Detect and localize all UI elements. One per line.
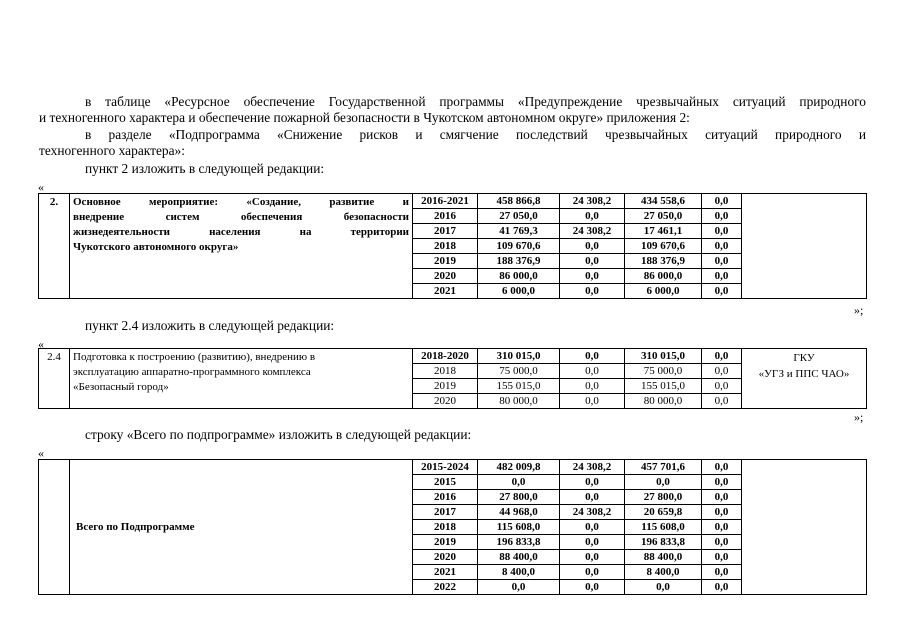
- table-cell: 0,0: [702, 209, 742, 224]
- executor-cell: [742, 194, 867, 299]
- table-cell: 80 000,0: [625, 394, 702, 409]
- table-cell: 0,0: [625, 475, 702, 490]
- table-cell: 2020: [413, 550, 478, 565]
- executor-cell: [742, 349, 867, 409]
- open-quote-3: «: [38, 446, 44, 460]
- table-cell: 0,0: [560, 269, 625, 284]
- table-cell: 0,0: [560, 349, 625, 364]
- table-cell: 0,0: [702, 254, 742, 269]
- description-line: «Безопасный город»: [73, 381, 169, 393]
- paragraph-4: пункт 2.4 изложить в следующей редакции:: [85, 318, 335, 333]
- table-item-2: [38, 193, 867, 299]
- table-cell: 0,0: [702, 224, 742, 239]
- table-cell: 109 670,6: [625, 239, 702, 254]
- table-cell: 27 800,0: [478, 490, 560, 505]
- table-cell: 0,0: [702, 349, 742, 364]
- row-description: [70, 349, 413, 409]
- description-line: Чукотского автономного округа»: [73, 241, 239, 253]
- table-cell: 75 000,0: [625, 364, 702, 379]
- table-row: [39, 460, 867, 475]
- table-cell: 24 308,2: [560, 224, 625, 239]
- table-cell: 0,0: [560, 394, 625, 409]
- paragraph-2-line-1: в разделе «Подпрограмма «Снижение рисков и смягчение последствий чрезвычайных ситуаций природного и: [85, 127, 866, 142]
- table-cell: 24 308,2: [560, 505, 625, 520]
- paragraph-5: строку «Всего по подпрограмме» изложить в следующей редакции:: [85, 427, 472, 442]
- table-cell: 0,0: [560, 379, 625, 394]
- description-line: Подготовка к построению (развитию), внедрению в: [73, 351, 316, 363]
- table-cell: 20 659,8: [625, 505, 702, 520]
- table-cell: 0,0: [702, 520, 742, 535]
- table-cell: 2019: [413, 379, 478, 394]
- table-cell: 0,0: [702, 364, 742, 379]
- table-cell: 0,0: [702, 269, 742, 284]
- table-cell: 0,0: [560, 254, 625, 269]
- executor-line: ГКУ: [793, 352, 815, 364]
- executor-cell: [742, 460, 867, 595]
- table-cell: 6 000,0: [625, 284, 702, 299]
- paragraph-1-line-1: в таблице «Ресурсное обеспечение Государственной программы «Предупреждение чрезвычайных ситуаций природного: [85, 94, 866, 109]
- table-cell: 24 308,2: [560, 460, 625, 475]
- table-cell: 0,0: [560, 284, 625, 299]
- table-cell: 0,0: [625, 580, 702, 595]
- table-cell: 0,0: [560, 209, 625, 224]
- row-number: 2.: [39, 194, 70, 299]
- table-cell: 115 608,0: [625, 520, 702, 535]
- table-cell: 0,0: [560, 475, 625, 490]
- table-cell: 2018: [413, 364, 478, 379]
- table-cell: 2020: [413, 269, 478, 284]
- description-line: Основное мероприятие: «Создание, развитие и: [73, 196, 409, 208]
- table-cell: 0,0: [560, 520, 625, 535]
- paragraph-2-line-2: техногенного характера»:: [39, 143, 185, 158]
- table-cell: 0,0: [702, 194, 742, 209]
- table-cell: 0,0: [560, 364, 625, 379]
- table-cell: 2021: [413, 284, 478, 299]
- table-cell: 0,0: [560, 580, 625, 595]
- description-line: эксплуатацию аппаратно-программного комплекса: [73, 366, 311, 378]
- table-cell: 2018-2020: [413, 349, 478, 364]
- table-row: [39, 349, 867, 364]
- table-cell: 0,0: [702, 475, 742, 490]
- table-cell: 109 670,6: [478, 239, 560, 254]
- table-cell: 17 461,1: [625, 224, 702, 239]
- row-number: 2.4: [39, 349, 70, 409]
- table-cell: 155 015,0: [478, 379, 560, 394]
- table-cell: 27 800,0: [625, 490, 702, 505]
- table-cell: 458 866,8: [478, 194, 560, 209]
- table-cell: 44 968,0: [478, 505, 560, 520]
- table-cell: 0,0: [702, 550, 742, 565]
- table-cell: 188 376,9: [625, 254, 702, 269]
- close-quote-1: »;: [854, 303, 864, 317]
- table-cell: 434 558,6: [625, 194, 702, 209]
- table-cell: 457 701,6: [625, 460, 702, 475]
- table-item-2-4: [38, 348, 867, 409]
- table-cell: 8 400,0: [625, 565, 702, 580]
- paragraph-1-line-2: и техногенного характера и обеспечение пожарной безопасности в Чукотском автономном округе» приложения 2:: [39, 110, 690, 125]
- table-cell: 8 400,0: [478, 565, 560, 580]
- table-cell: 86 000,0: [478, 269, 560, 284]
- table-cell: 155 015,0: [625, 379, 702, 394]
- table-cell: 24 308,2: [560, 194, 625, 209]
- table-cell: 2015: [413, 475, 478, 490]
- table-cell: 80 000,0: [478, 394, 560, 409]
- table-cell: 88 400,0: [478, 550, 560, 565]
- table-cell: 27 050,0: [478, 209, 560, 224]
- row-description: [70, 194, 413, 299]
- table-cell: 0,0: [702, 505, 742, 520]
- table-cell: 310 015,0: [478, 349, 560, 364]
- table-cell: 0,0: [560, 239, 625, 254]
- table-cell: 310 015,0: [625, 349, 702, 364]
- table-cell: 41 769,3: [478, 224, 560, 239]
- table-cell: 0,0: [560, 535, 625, 550]
- table-cell: 482 009,8: [478, 460, 560, 475]
- table-cell: 2021: [413, 565, 478, 580]
- description-line: жизнедеятельности населения на территории: [73, 226, 409, 238]
- table-cell: 2022: [413, 580, 478, 595]
- open-quote-2: «: [38, 337, 44, 351]
- table-row: [39, 194, 867, 209]
- table-cell: 0,0: [702, 284, 742, 299]
- table-cell: 0,0: [702, 460, 742, 475]
- table-cell: 0,0: [702, 535, 742, 550]
- table-cell: 0,0: [560, 565, 625, 580]
- table-cell: 2017: [413, 224, 478, 239]
- table-cell: 2020: [413, 394, 478, 409]
- table-cell: 2018: [413, 239, 478, 254]
- table-cell: 188 376,9: [478, 254, 560, 269]
- description-line: внедрение систем обеспечения безопасности: [73, 211, 409, 223]
- table-cell: 0,0: [702, 490, 742, 505]
- table-cell: 196 833,8: [625, 535, 702, 550]
- table-cell: 2016: [413, 490, 478, 505]
- table-cell: 115 608,0: [478, 520, 560, 535]
- row-number: [39, 460, 70, 595]
- table-cell: 0,0: [478, 475, 560, 490]
- table-cell: 196 833,8: [478, 535, 560, 550]
- table-cell: 2018: [413, 520, 478, 535]
- table-cell: 75 000,0: [478, 364, 560, 379]
- table-cell: 0,0: [560, 550, 625, 565]
- paragraph-3: пункт 2 изложить в следующей редакции:: [85, 161, 325, 176]
- table-cell: 2017: [413, 505, 478, 520]
- table-cell: 0,0: [560, 490, 625, 505]
- table-cell: 6 000,0: [478, 284, 560, 299]
- table-cell: 88 400,0: [625, 550, 702, 565]
- table-cell: 2016-2021: [413, 194, 478, 209]
- table-cell: 0,0: [702, 565, 742, 580]
- executor-line: «УГЗ и ППС ЧАО»: [758, 368, 850, 380]
- table-cell: 2019: [413, 535, 478, 550]
- table-cell: 0,0: [478, 580, 560, 595]
- open-quote-1: «: [38, 180, 44, 194]
- table-cell: 0,0: [702, 239, 742, 254]
- table-cell: 0,0: [702, 379, 742, 394]
- total-label: Всего по Подпрограмме: [70, 460, 413, 595]
- table-cell: 27 050,0: [625, 209, 702, 224]
- table-total: [38, 459, 867, 595]
- table-cell: 0,0: [702, 394, 742, 409]
- table-cell: 2019: [413, 254, 478, 269]
- close-quote-2: »;: [854, 410, 864, 424]
- table-cell: 2015-2024: [413, 460, 478, 475]
- table-cell: 86 000,0: [625, 269, 702, 284]
- table-cell: 2016: [413, 209, 478, 224]
- table-cell: 0,0: [702, 580, 742, 595]
